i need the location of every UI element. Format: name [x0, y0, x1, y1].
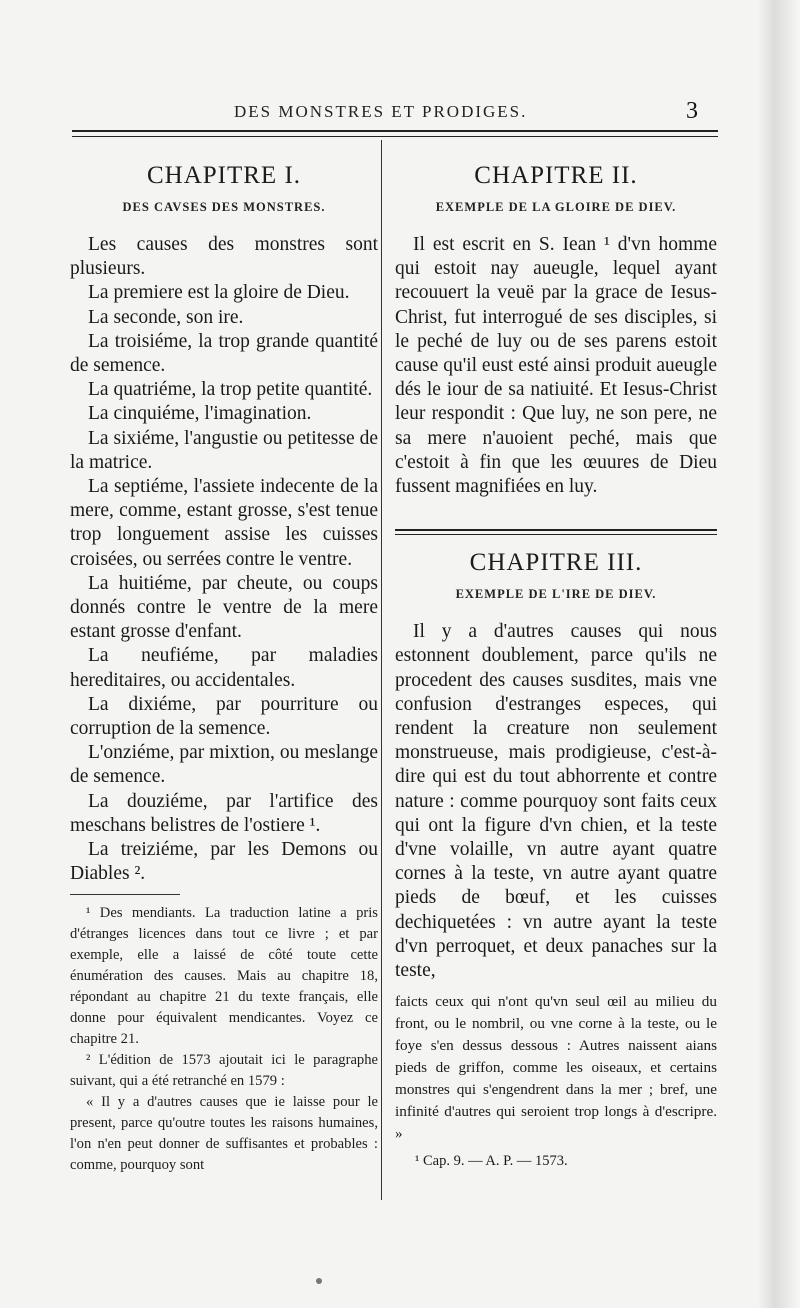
cause-item: La troisiéme, la trop grande quantité de semence. — [70, 330, 378, 377]
page-number: 3 — [686, 98, 698, 124]
cause-item: La huitiéme, par cheute, ou coups donnés contre le ventre de la mere estant grosse d'enfant. — [70, 572, 378, 643]
cause-item: La quatriéme, la trop petite quantité. — [88, 379, 373, 401]
cause-item: La dixiéme, par pourriture ou corruption de la semence. — [70, 693, 378, 740]
footnote-quote: « Il y a d'autres causes que ie laisse pour le present, parce qu'outre toutes les raisons humaines, l'on n'en peut donner de suffisantes et probables : comme, pourquoy sont — [70, 1094, 378, 1174]
chapter-3-text: Il y a d'autres causes qui nous estonnent doublement, parce qu'ils ne procedent des causes susdites, mais vne confusion d'estranges especes, qui rendent la creature non seulement monstrueuse, mais prodigieuse, c'est-à-dire qui est du tout abhorrente et contre nature : comme pourquoy sont faits ceux qui ont la figure d'vn chien, et la teste d'vne volaille, vn autre ayant quatre cornes à la teste, vn autre ayant quatre pieds de bœuf, et les cuisses dechiquetées : vn autre ayant la teste d'vn perroquet, et deux panaches sur la teste, — [395, 621, 717, 982]
cause-item: L'onziéme, par mixtion, ou meslange de semence. — [70, 742, 378, 788]
chapter-2-footnote: ¹ Cap. 9. — A. P. — 1573. — [415, 1153, 568, 1170]
chapter-1-subtitle: DES CAVSES DES MONSTRES. — [122, 200, 326, 214]
chapter-2-subtitle: EXEMPLE DE LA GLOIRE DE DIEV. — [435, 200, 677, 214]
cause-item: La septiéme, l'assiete indecente de la mere, comme, estant grosse, s'est tenue trop longuement assise les cuisses croisées, ou serrées contre le ventre. — [70, 476, 378, 570]
cause-intro: Les causes des monstres sont plusieurs. — [70, 234, 378, 280]
cause-item: La douziéme, par l'artifice des meschans belistres de l'ostiere ¹. — [70, 790, 378, 836]
ink-spot — [316, 1278, 322, 1284]
footnote-1: ¹ Des mendiants. La traduction latine a pris d'étranges licences dans tout ce livre ; et par exemple, elle a laissé de côté toute cette énumération des causes. Mais au chapitre 18, répondant au chapitre 21 du texte français, elle donne pour équivalent mendicantes. Voyez ce chapitre 21. — [70, 905, 378, 1048]
left-column — [70, 140, 378, 1176]
column-divider — [381, 140, 382, 1200]
footnote-2: ² L'édition de 1573 ajoutait ici le paragraphe suivant, qui a été retranché en 1579 : — [70, 1052, 378, 1090]
cause-item: La seconde, son ire. — [88, 306, 244, 328]
page-edge-shadow — [758, 0, 800, 1308]
header-rule — [72, 130, 718, 137]
footnote-rule — [70, 894, 180, 895]
cause-item: La sixiéme, l'angustie ou petitesse de la matrice. — [70, 427, 378, 473]
chapter-3-title: CHAPITRE III. — [469, 549, 643, 577]
chapter-3-rule — [395, 529, 717, 535]
cause-item: La cinquiéme, l'imagination. — [88, 403, 312, 425]
cause-item: La premiere est la gloire de Dieu. — [88, 282, 350, 304]
quote-continuation: faicts ceux qui n'ont qu'vn seul œil au milieu du front, ou le nombril, ou vne corne à la teste, ou le foye s'en dessus dessous : Autres naissent aians pieds de griffon, comme les oiseaux, et certains monstres qui s'engendrent dans la mer ; bref, une infinité d'autres qui seroient trop longs à d'escripre. » — [395, 993, 717, 1143]
running-title: DES MONSTRES ET PRODIGES. — [234, 102, 528, 121]
chapter-2-text: Il est escrit en S. Iean ¹ d'vn homme qui estoit nay aueugle, lequel ayant recouuert la veuë par la grace de Iesus-Christ, fut interrogué de ses disciples, si le peché de luy ou de ses parens estoit cause qu'il eust esté ainsi produit aueugle dés le iour de sa natiuité. Et Iesus-Christ leur respondit : Que luy, ne son pere, ne sa mere n'auoient peché, mais que c'estoit à fin que les œuures de Dieu fussent magnifiées en luy. — [395, 234, 717, 498]
right-column — [395, 140, 717, 1170]
chapter-1-title: CHAPITRE I. — [146, 162, 302, 189]
section-gap — [395, 499, 717, 529]
running-head — [0, 98, 800, 128]
cause-item: La treiziéme, par les Demons ou Diables ². — [70, 839, 378, 885]
cause-item: La neufiéme, par maladies hereditaires, ou accidentales. — [70, 645, 378, 691]
chapter-2-title: CHAPITRE II. — [474, 162, 638, 189]
chapter-3-subtitle: EXEMPLE DE L'IRE DE DIEV. — [455, 587, 657, 602]
